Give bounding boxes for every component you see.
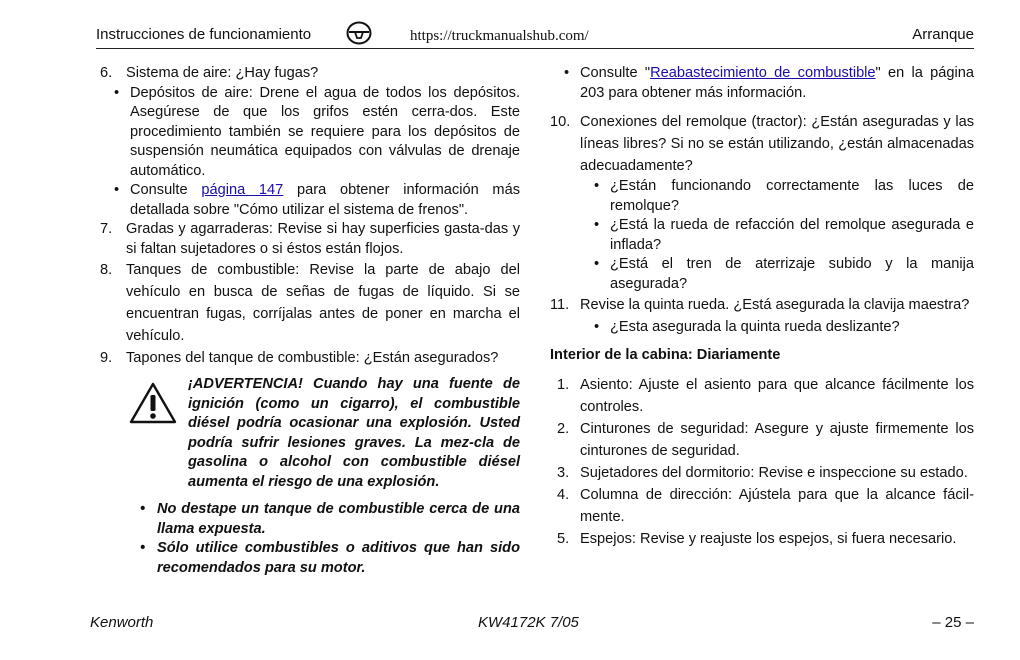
- bullet-dot: •: [594, 217, 600, 233]
- bullet-dot: •: [594, 256, 600, 272]
- cab-item-1: [550, 374, 974, 418]
- item-text: Tapones del tanque de combustible: ¿Están asegurados?: [126, 350, 499, 366]
- refueling-link[interactable]: Reabastecimiento de combustible: [650, 65, 876, 81]
- bullet-dot: •: [140, 540, 146, 556]
- left-column: [100, 64, 520, 578]
- bullet-dot: •: [114, 182, 120, 198]
- bullet-fuel-reference: [550, 64, 974, 103]
- item-number: 1.: [557, 376, 570, 393]
- section-subheading: Interior de la cabina: Diariamente: [550, 347, 781, 363]
- item-number: 10.: [550, 114, 571, 130]
- item-number: 3.: [557, 464, 570, 481]
- cab-item-2: [550, 418, 974, 462]
- bullet-text: Consulte ": [580, 65, 651, 81]
- item-number: 2.: [557, 420, 570, 437]
- warning-bullet-2: [100, 539, 520, 578]
- item-text: Sujetadores del dormitorio: Revise e inspeccione su estado.: [580, 464, 968, 481]
- bullet-text: ¿Esta asegurada la quinta rueda deslizante?: [610, 319, 900, 335]
- item-number: 9.: [100, 350, 113, 366]
- cab-item-5: [550, 528, 974, 550]
- bullet-fifth-wheel: [550, 316, 974, 338]
- bullet-text: ¿Están funcionando correctamente las luces de remolque?: [610, 178, 974, 214]
- warning-text: ¡ADVERTENCIA! Cuando hay una fuente de ignición (como un cigarro), el combustible diésel podría ocasionar una explosión. Usted podría sufrir lesiones graves. La mez-cla de gasolina o alcohol con combustible diésel aumenta el riesgo de una explosión.: [188, 376, 520, 490]
- item-number: 6.: [100, 65, 113, 81]
- list-item-9: [100, 347, 520, 369]
- header-url: https://truckmanualshub.com/: [410, 28, 589, 44]
- bullet-air-tanks: [100, 84, 520, 182]
- list-item-7: [100, 220, 520, 259]
- bullet-dot: •: [594, 319, 600, 335]
- item-text: Asiento: Ajuste el asiento para que alcance fácilmente los controles.: [580, 376, 974, 415]
- bullet-spare-wheel: [550, 216, 974, 255]
- bullet-dot: •: [564, 65, 570, 81]
- bullet-text: Depósitos de aire: Drene el agua de todos los depósitos. Asegúrese de que los grifos estén cerra-dos. Este procedimiento también se requiere para los depósitos de suspensión neumática equipados con válvulas de drenaje automático.: [130, 84, 520, 179]
- item-number: 7.: [100, 221, 113, 237]
- page-147-link[interactable]: página 147: [201, 182, 284, 198]
- right-column: [550, 64, 974, 550]
- item-text: Columna de dirección: Ajústela para que la alcance fácil-mente.: [580, 486, 974, 525]
- bullet-text: ¿Está la rueda de refacción del remolque asegurada e inflada?: [610, 217, 974, 253]
- warning-bullet-1: [100, 500, 520, 539]
- bullet-text: para obtener información más detallada sobre "Cómo utilizar el sistema de frenos".: [130, 182, 521, 218]
- item-text: Revise la quinta rueda. ¿Está asegurada la clavija maestra?: [580, 297, 970, 313]
- footer-page-number: – 25 –: [932, 614, 974, 631]
- bullet-text: Sólo utilice combustibles o aditivos que han sido recomendados para su motor.: [157, 540, 520, 576]
- bullet-trailer-lights: [550, 177, 974, 216]
- item-text: Gradas y agarraderas: Revise si hay superficies gasta-das y si faltan sujetadores o si éstos están flojos.: [126, 221, 520, 257]
- item-number: 11.: [550, 297, 570, 313]
- header-section-title: Instrucciones de funcionamiento: [96, 26, 312, 43]
- steering-wheel-icon: [346, 21, 372, 45]
- bullet-dot: •: [140, 501, 146, 517]
- bullet-text: ¿Está el tren de aterrizaje subido y la manija asegurada?: [610, 256, 974, 292]
- bullet-text: No destape un tanque de combustible cerca de una llama expuesta.: [157, 501, 520, 537]
- bullet-landing-gear: [550, 255, 974, 294]
- item-number: 8.: [100, 262, 113, 278]
- cab-item-4: [550, 484, 974, 528]
- bullet-brakes-reference: [100, 181, 520, 220]
- warning-triangle-icon: [128, 381, 178, 425]
- item-number: 5.: [557, 530, 570, 547]
- header-chapter: Arranque: [912, 26, 974, 43]
- warning-block: [100, 375, 520, 492]
- list-item-11: [550, 294, 974, 316]
- item-text: Espejos: Revise y reajuste los espejos, si fuera necesario.: [580, 530, 957, 547]
- page-header: [96, 20, 974, 49]
- item-text: Tanques de combustible: Revise la parte de abajo del vehículo en busca de señas de fugas de líquido. Si se encuentran fugas, corríjalas antes de poner en marcha el vehículo.: [126, 262, 520, 344]
- list-item-10: [550, 111, 974, 177]
- list-item-8: [100, 259, 520, 347]
- footer-doc-code: KW4172K 7/05: [478, 614, 579, 631]
- footer-brand: Kenworth: [90, 614, 154, 631]
- bullet-dot: •: [114, 84, 120, 101]
- item-text: Cinturones de seguridad: Asegure y ajuste firmemente los cinturones de seguridad.: [580, 420, 974, 459]
- bullet-dot: •: [594, 178, 600, 194]
- item-text: Conexiones del remolque (tractor): ¿Están aseguradas y las líneas libres? Si no se están utilizando, ¿están almacenadas adecuadamente?: [580, 114, 974, 174]
- cab-item-3: [550, 462, 974, 484]
- item-text: Sistema de aire: ¿Hay fugas?: [126, 65, 319, 81]
- item-number: 4.: [557, 486, 570, 503]
- bullet-text: Consulte: [130, 182, 202, 198]
- list-item-6: [100, 64, 520, 84]
- bullet-text: " en la página 203 para obtener más información.: [580, 65, 974, 101]
